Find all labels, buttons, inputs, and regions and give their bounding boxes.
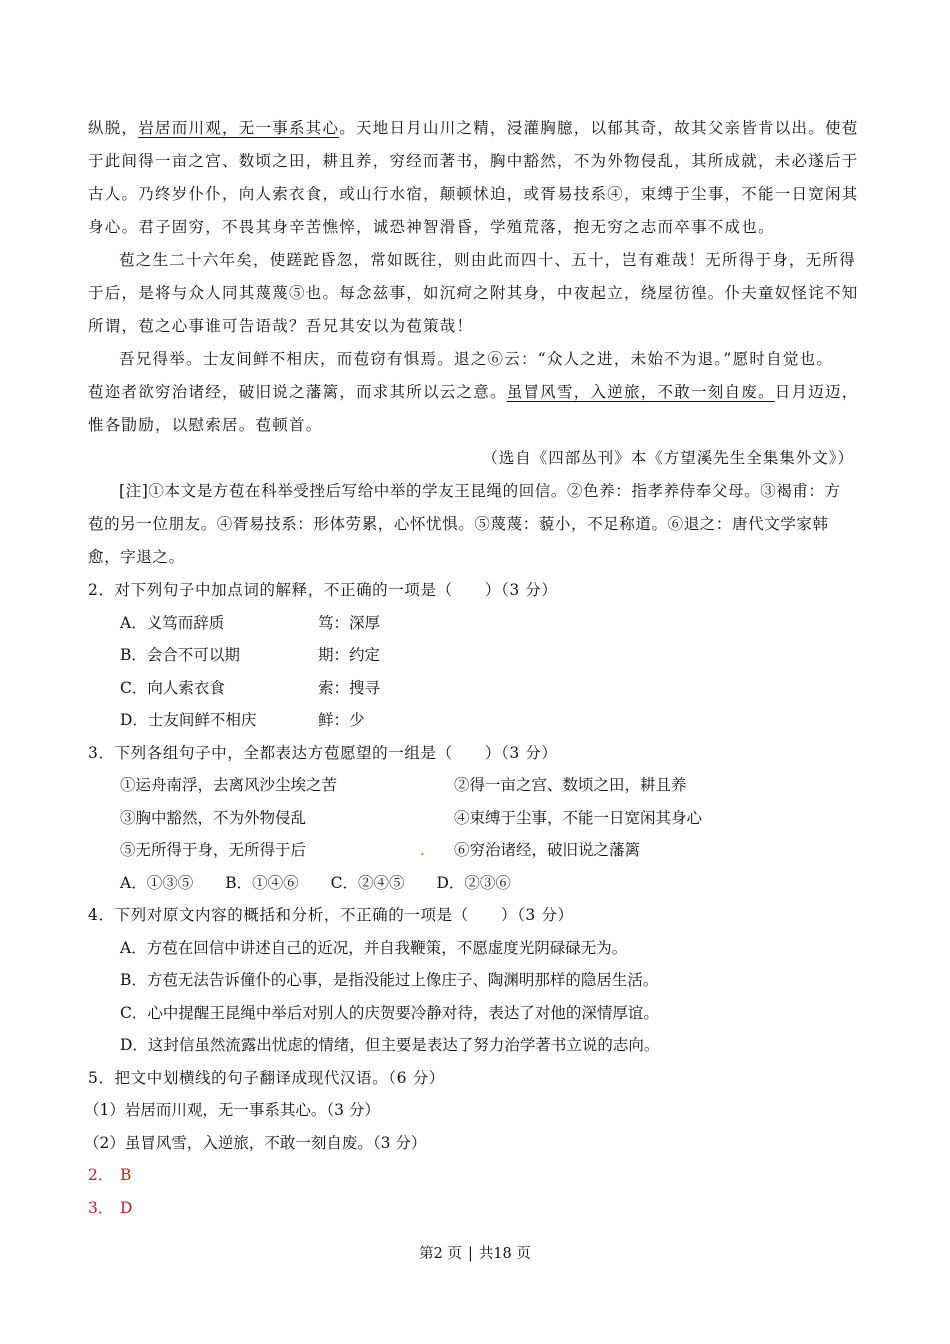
text: 日月迈迈，: [774, 383, 859, 401]
source-citation: （选自《四部丛刊》本《方望溪先生全集集外文》）: [482, 449, 854, 467]
question-4-stem: 4．下列对原文内容的概括和分析，不正确的一项是（ ）（3 分）: [88, 906, 574, 924]
question-5-stem: 5．把文中划横线的句子翻译成现代汉语。（6 分）: [88, 1068, 445, 1087]
passage-line: 惟各勖励，以慰索居。苞顿首。: [88, 416, 323, 434]
passage-line: 吾兄得举。士友间鲜不相庆，而苞窃有惧焉。退之⑥云：“众人之进，未始不为退。”愿时自觉也。: [119, 350, 834, 368]
question-3-stem: 3．下列各组句子中，全都表达方苞愿望的一组是（ ）（3 分）: [88, 743, 558, 762]
option: A．义笃而辞质 笃：深厚: [120, 613, 381, 632]
answer-line: 2． B: [88, 1166, 132, 1184]
choice-row: A．①③⑤ B．①④⑥ C．②④⑤ D．②③⑥: [120, 873, 511, 892]
annotation-line: [注]①本文是方苞在科举受挫后写给中举的学友王昆绳的回信。②色养：指孝养侍奉父母。③褐甫：方: [119, 482, 841, 500]
passage-line: [88, 376, 864, 409]
passage-line: [88, 112, 864, 145]
option-row: ③胸中豁然，不为外物侵乱 ④束缚于尘事，不能一日宽闲其身心: [120, 808, 703, 827]
sub-question: （2）虽冒风雪，入逆旅，不敢一刻自废。（3 分）: [84, 1133, 427, 1152]
option: D．这封信虽然流露出忧虑的情绪，但主要是表达了努力治学著书立说的志向。: [120, 1036, 660, 1054]
underlined-sentence-2: 虽冒风雪，入逆旅，不敢一刻自废。: [506, 383, 775, 401]
option: C．心中提醒王昆绳中举后对别人的庆贺要冷静对待，表达了对他的深情厚谊。: [120, 1003, 659, 1022]
annotation-line: 愈，字退之。: [88, 548, 185, 566]
page-total: 共18 页: [478, 1246, 531, 1262]
passage-line: 古人。乃终岁仆仆，向人索衣食，或山行水宿，颠顿怵迫，或胥易技系④，束缚于尘事，不能一日宽闲其: [88, 185, 859, 203]
passage-line: 于后，是将与众人同其蔑蔑⑤也。每念兹事，如沉疴之附其身，中夜起立，绕屋彷徨。仆夫童奴怪诧不知: [88, 284, 859, 302]
answer-line: 3． D: [88, 1199, 133, 1217]
passage-line: 身心。君子固穷，不畏其身辛苦憔悴，诚恐神智滑昏，学殖荒落，抱无穷之志而卒事不成也。: [88, 218, 775, 236]
option: B．会合不可以期 期：约定: [120, 646, 381, 664]
underlined-sentence-1: 岩居而川观，无一事系其心: [138, 119, 340, 137]
option: C．向人索衣食 索：搜寻: [120, 678, 381, 697]
text: 纵脱，: [88, 119, 139, 137]
annotation-line: 苞的另一位朋友。④胥易技系：形体劳累，心怀忧惧。⑤蔑蔑：藐小，不足称道。⑥退之：唐代文学家韩: [88, 515, 829, 533]
option: A．方苞在回信中讲述自己的近况，并自我鞭策，不愿虚度光阴碌碌无为。: [120, 938, 628, 957]
stray-dot-icon: .: [420, 841, 425, 859]
option-row: ⑤无所得于身，无所得于后 . ⑥穷治诸经，破旧说之藩篱: [88, 834, 864, 867]
text: 。天地日月山川之精，浸灌胸臆，以郁其奇，故其父亲皆肯以出。使苞: [339, 119, 859, 137]
document-body: [84, 112, 864, 1225]
text: 苞迩者欲穷治诸经，破旧说之藩篱，而求其所以云之意。: [88, 383, 507, 401]
separator: |: [467, 1246, 473, 1262]
question-2-stem: 2．对下列句子中加点词的解释，不正确的一项是（ ）（3 分）: [88, 581, 558, 599]
page-number: 第2 页: [419, 1246, 462, 1262]
page-footer: [0, 1242, 950, 1263]
passage-line: 于此间得一亩之宫、数顷之田，耕且养，穷经而著书，胸中豁然，不为外物侵乱，其所成就，未必遂后于: [88, 152, 859, 170]
option: D．士友间鲜不相庆 鲜：少: [120, 711, 365, 729]
sub-question: （1）岩居而川观，无一事系其心。（3 分）: [84, 1101, 380, 1119]
option: B．方苞无法告诉僮仆的心事，是指没能过上像庄子、陶渊明那样的隐居生活。: [120, 971, 659, 989]
passage-line: 苞之生二十六年矣，使蹉跎昏忽，常如既往，则由此而四十、五十，岂有难哉！无所得于身，无所得: [119, 251, 857, 269]
option-row: ①运舟南浮，去离风沙尘埃之苦 ②得一亩之宫、数顷之田，耕且养: [120, 776, 687, 794]
passage-line: 所谓，苞之心事谁可告语哉？吾兄其安以为苞策哉！: [88, 317, 474, 335]
